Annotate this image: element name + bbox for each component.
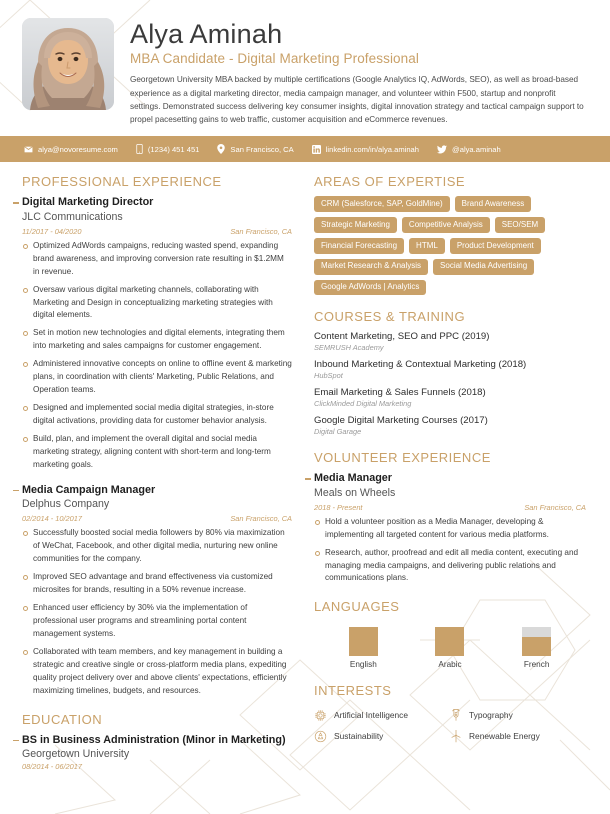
course-name: Email Marketing & Sales Funnels (2018) (314, 387, 486, 399)
contact-item-linkedin[interactable] (312, 145, 419, 154)
language-proficiency-fill (522, 637, 551, 657)
contact-bar (0, 136, 610, 162)
expertise-tag[interactable]: Competitive Analysis (402, 217, 490, 233)
language-item (506, 627, 568, 669)
language-label: Arabic (438, 660, 462, 670)
language-proficiency-bar (349, 627, 378, 656)
twitter-icon (437, 145, 447, 154)
summary-paragraph: Georgetown University MBA backed by multiple certifications (Google Analytics IQ, AdWords, SEO), as well as broad-based experience as a digital marketing director, media campaign manager, and volunteer within F500, startup and nonprofit settings. Demonstrated success delivering key consumer insights, digital innovation strategy and tactical campaign support to propel pacesetting gains to web traffic, customer acquisition and eCommerce revenues. (130, 75, 584, 125)
expertise-tag[interactable]: SEO/SEM (495, 217, 545, 233)
contact-item-label: linkedin.com/in/alya.aminah (325, 144, 420, 154)
responsibility-item: Optimized AdWords campaigns, reducing wasted spend, expanding brand awareness, and improving conversion rate resulting in $1.2MM in revenue. (22, 240, 292, 279)
expertise-tag[interactable]: Financial Forecasting (314, 238, 404, 254)
interest-label: Renewable Energy (469, 731, 540, 742)
job-meta (22, 227, 292, 236)
contact-item-location-pin[interactable] (217, 144, 293, 154)
expertise-tag[interactable]: Market Research & Analysis (314, 259, 428, 275)
course-entry (314, 387, 586, 408)
language-proficiency-bar (522, 627, 551, 656)
section-title-interests: INTERESTS (314, 683, 392, 699)
responsibility-item: Set in motion new technologies and digital elements, integrating them into marketing and sales campaigns for customer engagement. (22, 327, 292, 353)
course-name: Content Marketing, SEO and PPC (2019) (314, 331, 490, 343)
expertise-tag[interactable]: CRM (Salesforce, SAP, GoldMine) (314, 196, 450, 212)
interest-item (450, 729, 586, 743)
responsibility-list (22, 527, 292, 697)
interest-item (450, 708, 586, 722)
expertise-tag[interactable]: HTML (409, 238, 445, 254)
course-name: Google Digital Marketing Courses (2017) (314, 415, 488, 427)
responsibility-list (22, 240, 292, 472)
avatar (22, 18, 114, 110)
responsibility-item: Research, author, proofread and edit all media content, executing and managing media campaigns, and delivering public relations and communications plans. (314, 547, 586, 586)
timeline-dash-marker (13, 490, 19, 491)
responsibility-item: Successfully boosted social media followers by 80% via maximization of WeChat, Facebook, and other digital media, nurturing new online communities for the company. (22, 527, 292, 566)
section-title-professional-experience: PROFESSIONAL EXPERIENCE (22, 174, 222, 190)
contact-item-envelope[interactable] (24, 145, 118, 154)
course-provider: ClickMinded Digital Marketing (314, 399, 412, 409)
responsibility-item: Designed and implemented social media digital strategies, in-store digital activations, providing data for customer behavior analysis. (22, 402, 292, 428)
right-column (314, 174, 586, 783)
job-title: Digital Marketing Director (22, 196, 154, 209)
language-proficiency-fill (435, 627, 464, 656)
job-location: San Francisco, CA (524, 502, 586, 512)
responsibility-item: Collaborated with team members, and key management in building a strategic and creative single or cross-platform media plans, expediting quality project delivery over and above clients' expectations, efficiently maximizing timelines, budgets, and resources. (22, 646, 292, 698)
job-title: Media Campaign Manager (22, 483, 156, 496)
left-column (22, 174, 292, 783)
expertise-tag[interactable]: Social Media Advertising (433, 259, 534, 275)
envelope-icon (24, 145, 33, 154)
responsibility-item: Oversaw various digital marketing channels, collaborating with Marketing and Design in conceptualizing marketing strategies with digital elements. (22, 284, 292, 323)
expertise-tag[interactable]: Strategic Marketing (314, 217, 397, 233)
expertise-tag[interactable]: Google AdWords | Analytics (314, 280, 426, 296)
interests-list (314, 705, 586, 750)
degree-title: BS in Business Administration (Minor in Marketing) (22, 733, 286, 746)
wind-turbine-icon (450, 729, 462, 743)
courses-list (314, 331, 586, 436)
job-dates: 2018 - Present (314, 502, 363, 512)
pen-nib-icon (450, 708, 462, 722)
job-dates: 02/2014 - 10/2017 (22, 514, 82, 524)
body-columns (0, 162, 610, 783)
interest-label: Artificial Intelligence (334, 710, 409, 721)
linkedin-icon (312, 145, 321, 154)
language-label: English (349, 660, 377, 670)
course-entry (314, 415, 586, 436)
job-title: Media Manager (314, 472, 392, 485)
header-text (130, 18, 588, 126)
school-name: Georgetown University (22, 748, 130, 761)
employer-name: Delphus Company (22, 498, 110, 511)
contact-item-label: San Francisco, CA (230, 144, 294, 154)
responsibility-item: Enhanced user efficiency by 30% via the implementation of professional user programs and streamlining portal content management systems. (22, 602, 292, 641)
job-meta (22, 514, 292, 523)
course-entry (314, 331, 586, 352)
job-location: San Francisco, CA (230, 226, 292, 236)
interest-item (314, 708, 450, 722)
section-title-education: EDUCATION (22, 711, 103, 727)
contact-item-twitter[interactable] (437, 145, 501, 154)
experience-entry (314, 472, 586, 585)
headline: MBA Candidate - Digital Marketing Professional (130, 51, 419, 67)
timeline-dash-marker (13, 202, 19, 203)
contact-item-label: (1234) 451 451 (147, 144, 200, 154)
section-title-languages: LANGUAGES (314, 599, 400, 615)
language-proficiency-bar (435, 627, 464, 656)
languages-chart (314, 621, 586, 669)
contact-item-label: alya@novoresume.com (38, 144, 118, 154)
job-meta (314, 503, 586, 512)
responsibility-item: Hold a volunteer position as a Media Manager, developing & implementing all targeted content for various media platforms. (314, 516, 586, 542)
contact-item-phone[interactable] (136, 144, 200, 154)
expertise-tag-list (314, 196, 586, 295)
professional-experience-list (22, 196, 292, 697)
employer-name: Meals on Wheels (314, 486, 396, 499)
section-title-courses-training: COURSES & TRAINING (314, 309, 466, 325)
responsibility-item: Build, plan, and implement the overall digital and social media marketing strategy, aligning content with short-term and long-term marketing goals. (22, 433, 292, 472)
expertise-tag[interactable]: Product Development (450, 238, 541, 254)
location-pin-icon (217, 144, 225, 154)
contact-item-label: @alya.aminah (452, 144, 501, 154)
course-entry (314, 359, 586, 380)
job-dates: 11/2017 - 04/2020 (22, 226, 82, 236)
expertise-tag[interactable]: Brand Awareness (455, 196, 532, 212)
employer-name: JLC Communications (22, 210, 123, 223)
education-entry (22, 734, 292, 771)
education-dates: 08/2014 - 06/2017 (22, 762, 82, 772)
language-item (419, 627, 481, 669)
interest-label: Typography (469, 710, 513, 721)
experience-entry (22, 196, 292, 472)
cpu-chip-icon (314, 709, 327, 722)
interest-label: Sustainability (334, 731, 384, 742)
job-location: San Francisco, CA (230, 514, 292, 524)
timeline-dash-marker (13, 740, 19, 741)
language-proficiency-fill (349, 627, 378, 656)
timeline-dash-marker (305, 478, 311, 479)
section-title-areas-of-expertise: AREAS OF EXPERTISE (314, 174, 466, 190)
course-provider: Digital Garage (314, 427, 362, 437)
volunteer-experience-list (314, 472, 586, 585)
course-provider: SEMRUSH Academy (314, 343, 384, 353)
page-title: Alya Aminah (130, 19, 283, 49)
responsibility-item: Improved SEO advantage and brand effectiveness via customized microsites for brands, resulting in a 50% revenue increase. (22, 571, 292, 597)
responsibility-list (314, 516, 586, 586)
avatar-illustration (22, 18, 114, 110)
interest-item (314, 729, 450, 743)
responsibility-item: Administered innovative concepts on online to offline event & marketing plans, in coordination with clients' Marketing, Public Relations, and Operation teams. (22, 358, 292, 397)
course-provider: HubSpot (314, 371, 343, 381)
education-list (22, 734, 292, 771)
language-item (332, 627, 394, 669)
course-name: Inbound Marketing & Contextual Marketing (2018) (314, 359, 527, 371)
phone-icon (136, 144, 143, 154)
language-label: French (523, 660, 550, 670)
header (0, 0, 610, 136)
experience-entry (22, 484, 292, 698)
section-title-volunteer-experience: VOLUNTEER EXPERIENCE (314, 450, 491, 466)
recycle-icon (314, 730, 327, 743)
